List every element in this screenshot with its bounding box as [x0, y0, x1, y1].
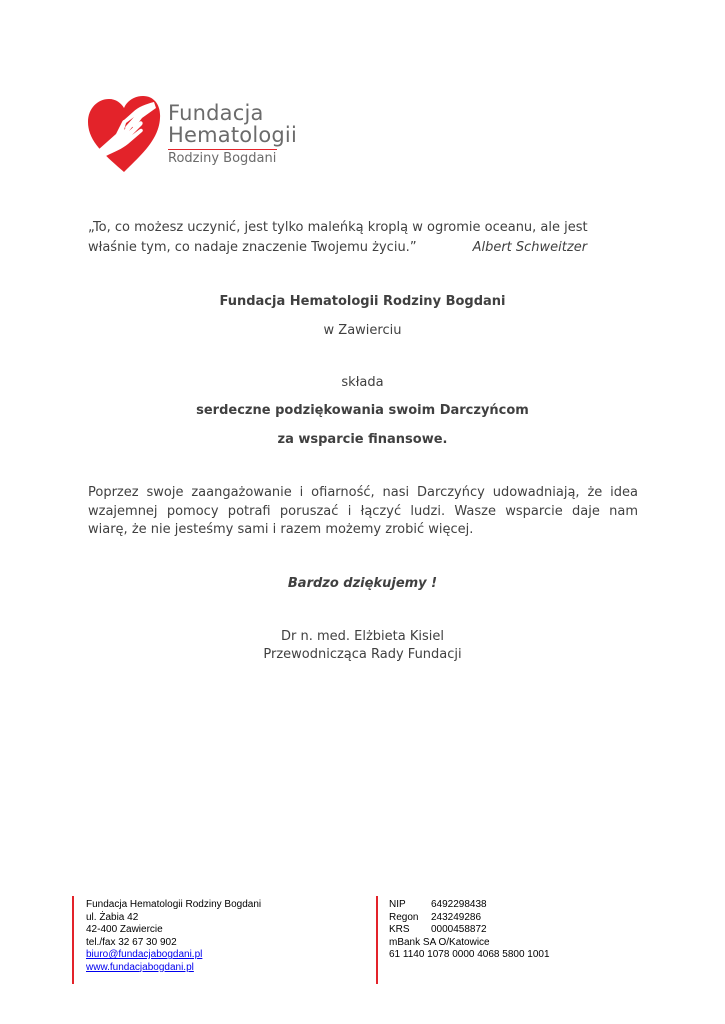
footer-krs-row	[389, 924, 550, 937]
regon-label: Regon	[389, 911, 419, 923]
footer-account: 61 1140 1078 0000 4068 5800 1001	[389, 949, 550, 960]
nip-label: NIP	[389, 899, 406, 910]
foundation-logo	[86, 96, 297, 176]
thanks-line-2: za wsparcie finansowe.	[277, 432, 448, 447]
footer-website-link[interactable]: www.fundacjabogdani.pl	[86, 961, 194, 973]
paragraph-line-3: wiarę, że nie jesteśmy sami i razem możemy zrobić więcej.	[88, 522, 474, 537]
footer-city: 42-400 Zawiercie	[86, 924, 163, 935]
body-paragraph	[88, 484, 638, 540]
krs-label: KRS	[389, 924, 410, 935]
quote-block	[88, 218, 648, 258]
footer-registry	[389, 899, 550, 962]
footer-regon-row	[389, 912, 550, 925]
logo-text-rodziny-bogdani: Rodziny Bogdani	[168, 151, 277, 166]
signer-title: Przewodnicząca Rady Fundacji	[263, 647, 462, 662]
org-location: w Zawierciu	[323, 323, 402, 338]
footer-middle-rule	[376, 896, 378, 984]
signer-name: Dr n. med. Elżbieta Kisiel	[280, 629, 444, 644]
krs-value: 0000458872	[431, 924, 487, 935]
letter-verb: składa	[341, 375, 384, 390]
logo-text-fundacja: Fundacja	[168, 101, 264, 125]
footer-bank: mBank SA O/Katowice	[389, 936, 490, 948]
footer-left-rule	[72, 896, 74, 984]
footer-nip-row	[389, 899, 550, 912]
regon-value: 243249286	[431, 911, 482, 923]
footer-address	[86, 899, 261, 974]
footer-email-link[interactable]: biuro@fundacjabogdani.pl	[86, 949, 203, 960]
quote-author: Albert Schweitzer	[472, 240, 588, 255]
quote-line-2-text: właśnie tym, co nadaje znaczenie Twojemu życiu.”	[88, 240, 417, 255]
quote-line-2	[88, 238, 648, 258]
logo-text-hematologii: Hematologii	[168, 123, 297, 147]
nip-value: 6492298438	[431, 899, 487, 910]
thanks-line-1: serdeczne podziękowania swoim Darczyńcom	[196, 403, 529, 418]
quote-line-1: „To, co możesz uczynić, jest tylko maleńką kroplą w ogromie oceanu, ale jest	[88, 220, 588, 235]
logo-divider	[168, 149, 277, 150]
closing-thanks: Bardzo dziękujemy !	[287, 576, 438, 591]
footer-street: ul. Żabia 42	[86, 911, 139, 923]
heart-hands-icon	[86, 96, 162, 176]
paragraph-line-2: wzajemnej pomocy potrafi poruszać i łączyć ludzi. Wasze wsparcie daje nam	[88, 503, 638, 519]
footer-org-name: Fundacja Hematologii Rodziny Bogdani	[86, 899, 262, 910]
footer-phone: tel./fax 32 67 30 902	[86, 936, 177, 948]
paragraph-line-1: Poprzez swoje zaangażowanie i ofiarność, nasi Darczyńcy udowadniają, że idea	[88, 485, 638, 500]
org-name-heading: Fundacja Hematologii Rodziny Bogdani	[219, 294, 506, 309]
